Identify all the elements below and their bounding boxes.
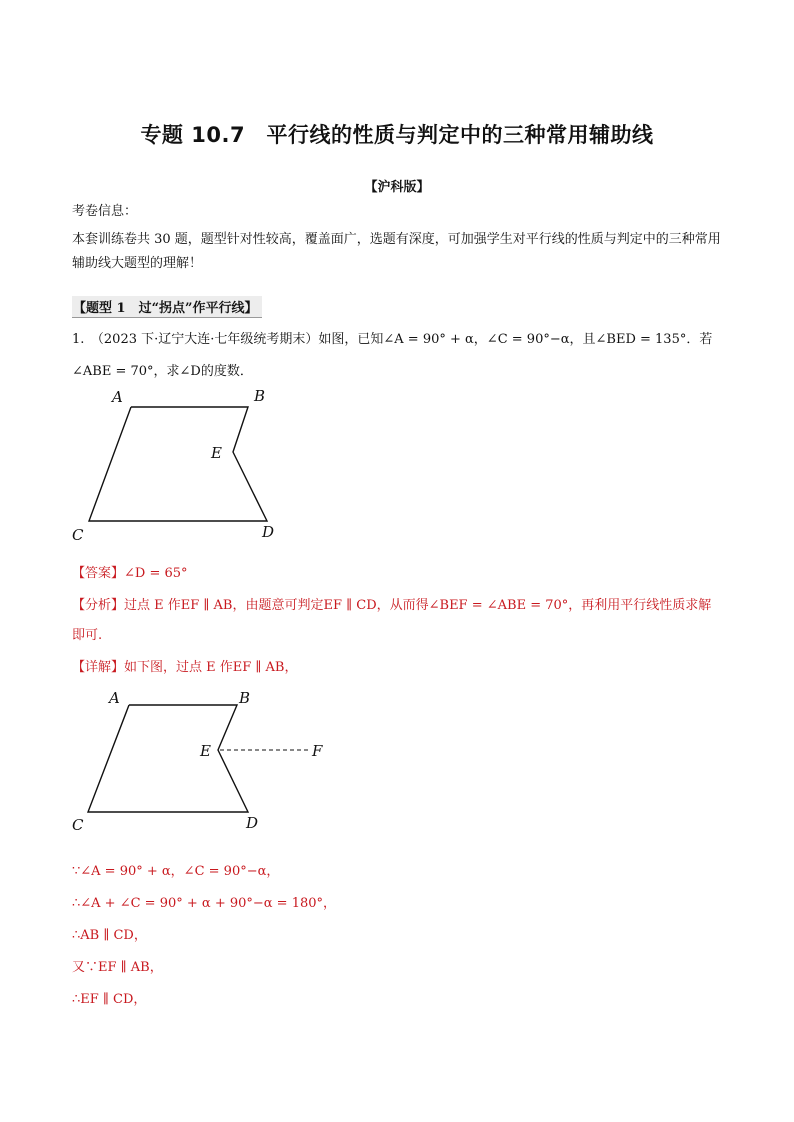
step-line: 又∵EF ∥ AB，: [72, 960, 163, 975]
quadrilateral-outline: [89, 407, 267, 521]
analysis-line-2: 即可.: [72, 628, 103, 643]
analysis-line-1: 【分析】过点 E 作EF ∥ AB，由题意可判定EF ∥ CD，从而得∠BEF = ∠ABE = 70°，再利用平行线性质求解: [72, 598, 712, 613]
exam-info-label: 考卷信息：: [72, 204, 138, 219]
label-b: B: [254, 387, 266, 405]
problem-line-2: ∠ABE = 70°，求∠D的度数．: [72, 364, 253, 379]
label-c: C: [72, 526, 84, 544]
label-f: F: [312, 742, 323, 760]
detail-line: 【详解】如下图，过点 E 作EF ∥ AB，: [72, 660, 298, 675]
geometry-figure-2: [60, 684, 350, 844]
label-d: D: [262, 523, 275, 541]
label-e: E: [200, 742, 211, 760]
intro-paragraph: 本套训练卷共 30 题，题型针对性较高，覆盖面广，选题有深度，可加强学生对平行线的性质与判定中的三种常用辅助线大题型的理解！: [72, 232, 721, 271]
geometry-figure-1: [60, 380, 300, 550]
label-a: A: [109, 689, 120, 707]
label-d: D: [246, 814, 259, 832]
step-line: ∴EF ∥ CD，: [72, 992, 147, 1007]
step-line: ∴∠A + ∠C = 90° + α + 90°−α = 180°，: [72, 896, 337, 911]
label-b: B: [239, 689, 251, 707]
label-e: E: [211, 444, 222, 462]
quadrilateral-outline: [88, 705, 248, 812]
label-a: A: [112, 388, 123, 406]
section-heading: 【题型 1 过“拐点”作平行线】: [72, 296, 262, 318]
answer-line: 【答案】∠D = 65°: [72, 566, 188, 581]
page-title: 专题 10.7 平行线的性质与判定中的三种常用辅助线: [140, 123, 654, 147]
step-line: ∵∠A = 90° + α，∠C = 90°−α，: [72, 864, 280, 879]
step-line: ∴AB ∥ CD，: [72, 928, 147, 943]
label-c: C: [72, 816, 84, 834]
problem-line-1: 1. （2023 下·辽宁大连·七年级统考期末）如图，已知∠A = 90° + α，∠C = 90°−α，且∠BED = 135°．若: [72, 332, 713, 347]
edition-label: 【沪科版】: [364, 180, 430, 195]
